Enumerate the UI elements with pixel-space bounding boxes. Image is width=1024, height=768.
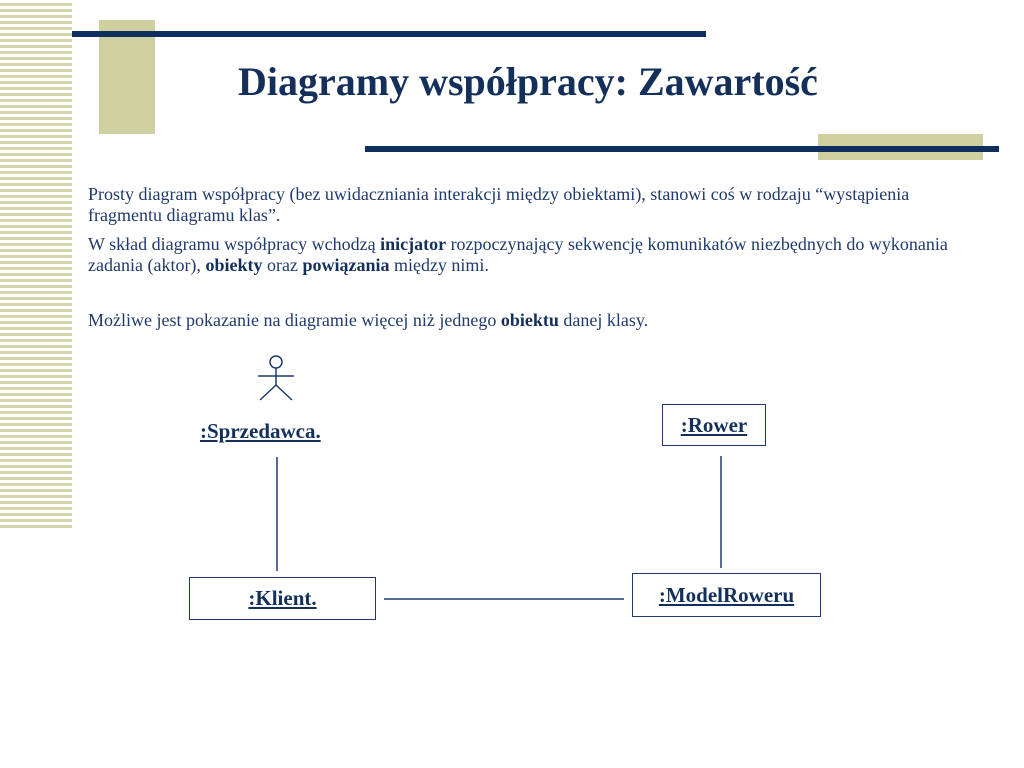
paragraph-3-text-2: danej klasy. [558,310,649,330]
keyword-obiektu: obiektu [500,310,559,330]
actor-label-sprzedawca: :Sprzedawca. [200,419,321,443]
paragraph-2-text-2: rozpoczynający sekwencję komunikatów niezbędnych do wykonania zadania (aktor), [88,234,948,275]
slide-title: Diagramy współpracy: Zawartość [238,59,818,104]
paragraph-1: Prosty diagram współpracy (bez uwidaczniania interakcji między obiektami), stanowi coś w rodzaju “wystąpienia fragmentu diagramu klas”. [88,184,910,225]
keyword-inicjator: inicjator [380,234,447,254]
object-label-modelroweru: :ModelRoweru [658,582,795,607]
object-box-klient [189,577,376,620]
paragraph-2-text-3: oraz [262,255,303,275]
keyword-powiazania: powiązania [302,255,390,275]
paragraph-3-text-1: Możliwe jest pokazanie na diagramie więcej niż jednego [88,310,501,330]
keyword-obiekty: obiekty [205,255,263,275]
object-box-rower [662,404,766,446]
object-box-modelroweru [632,573,821,617]
stick-figure-actor-icon [258,356,294,400]
paragraph-2-text-1: W skład diagramu współpracy wchodzą [88,234,381,254]
object-label-rower: :Rower [680,412,748,437]
object-label-klient: :Klient. [248,586,317,610]
paragraph-2-text-4: między nimi. [389,255,489,275]
